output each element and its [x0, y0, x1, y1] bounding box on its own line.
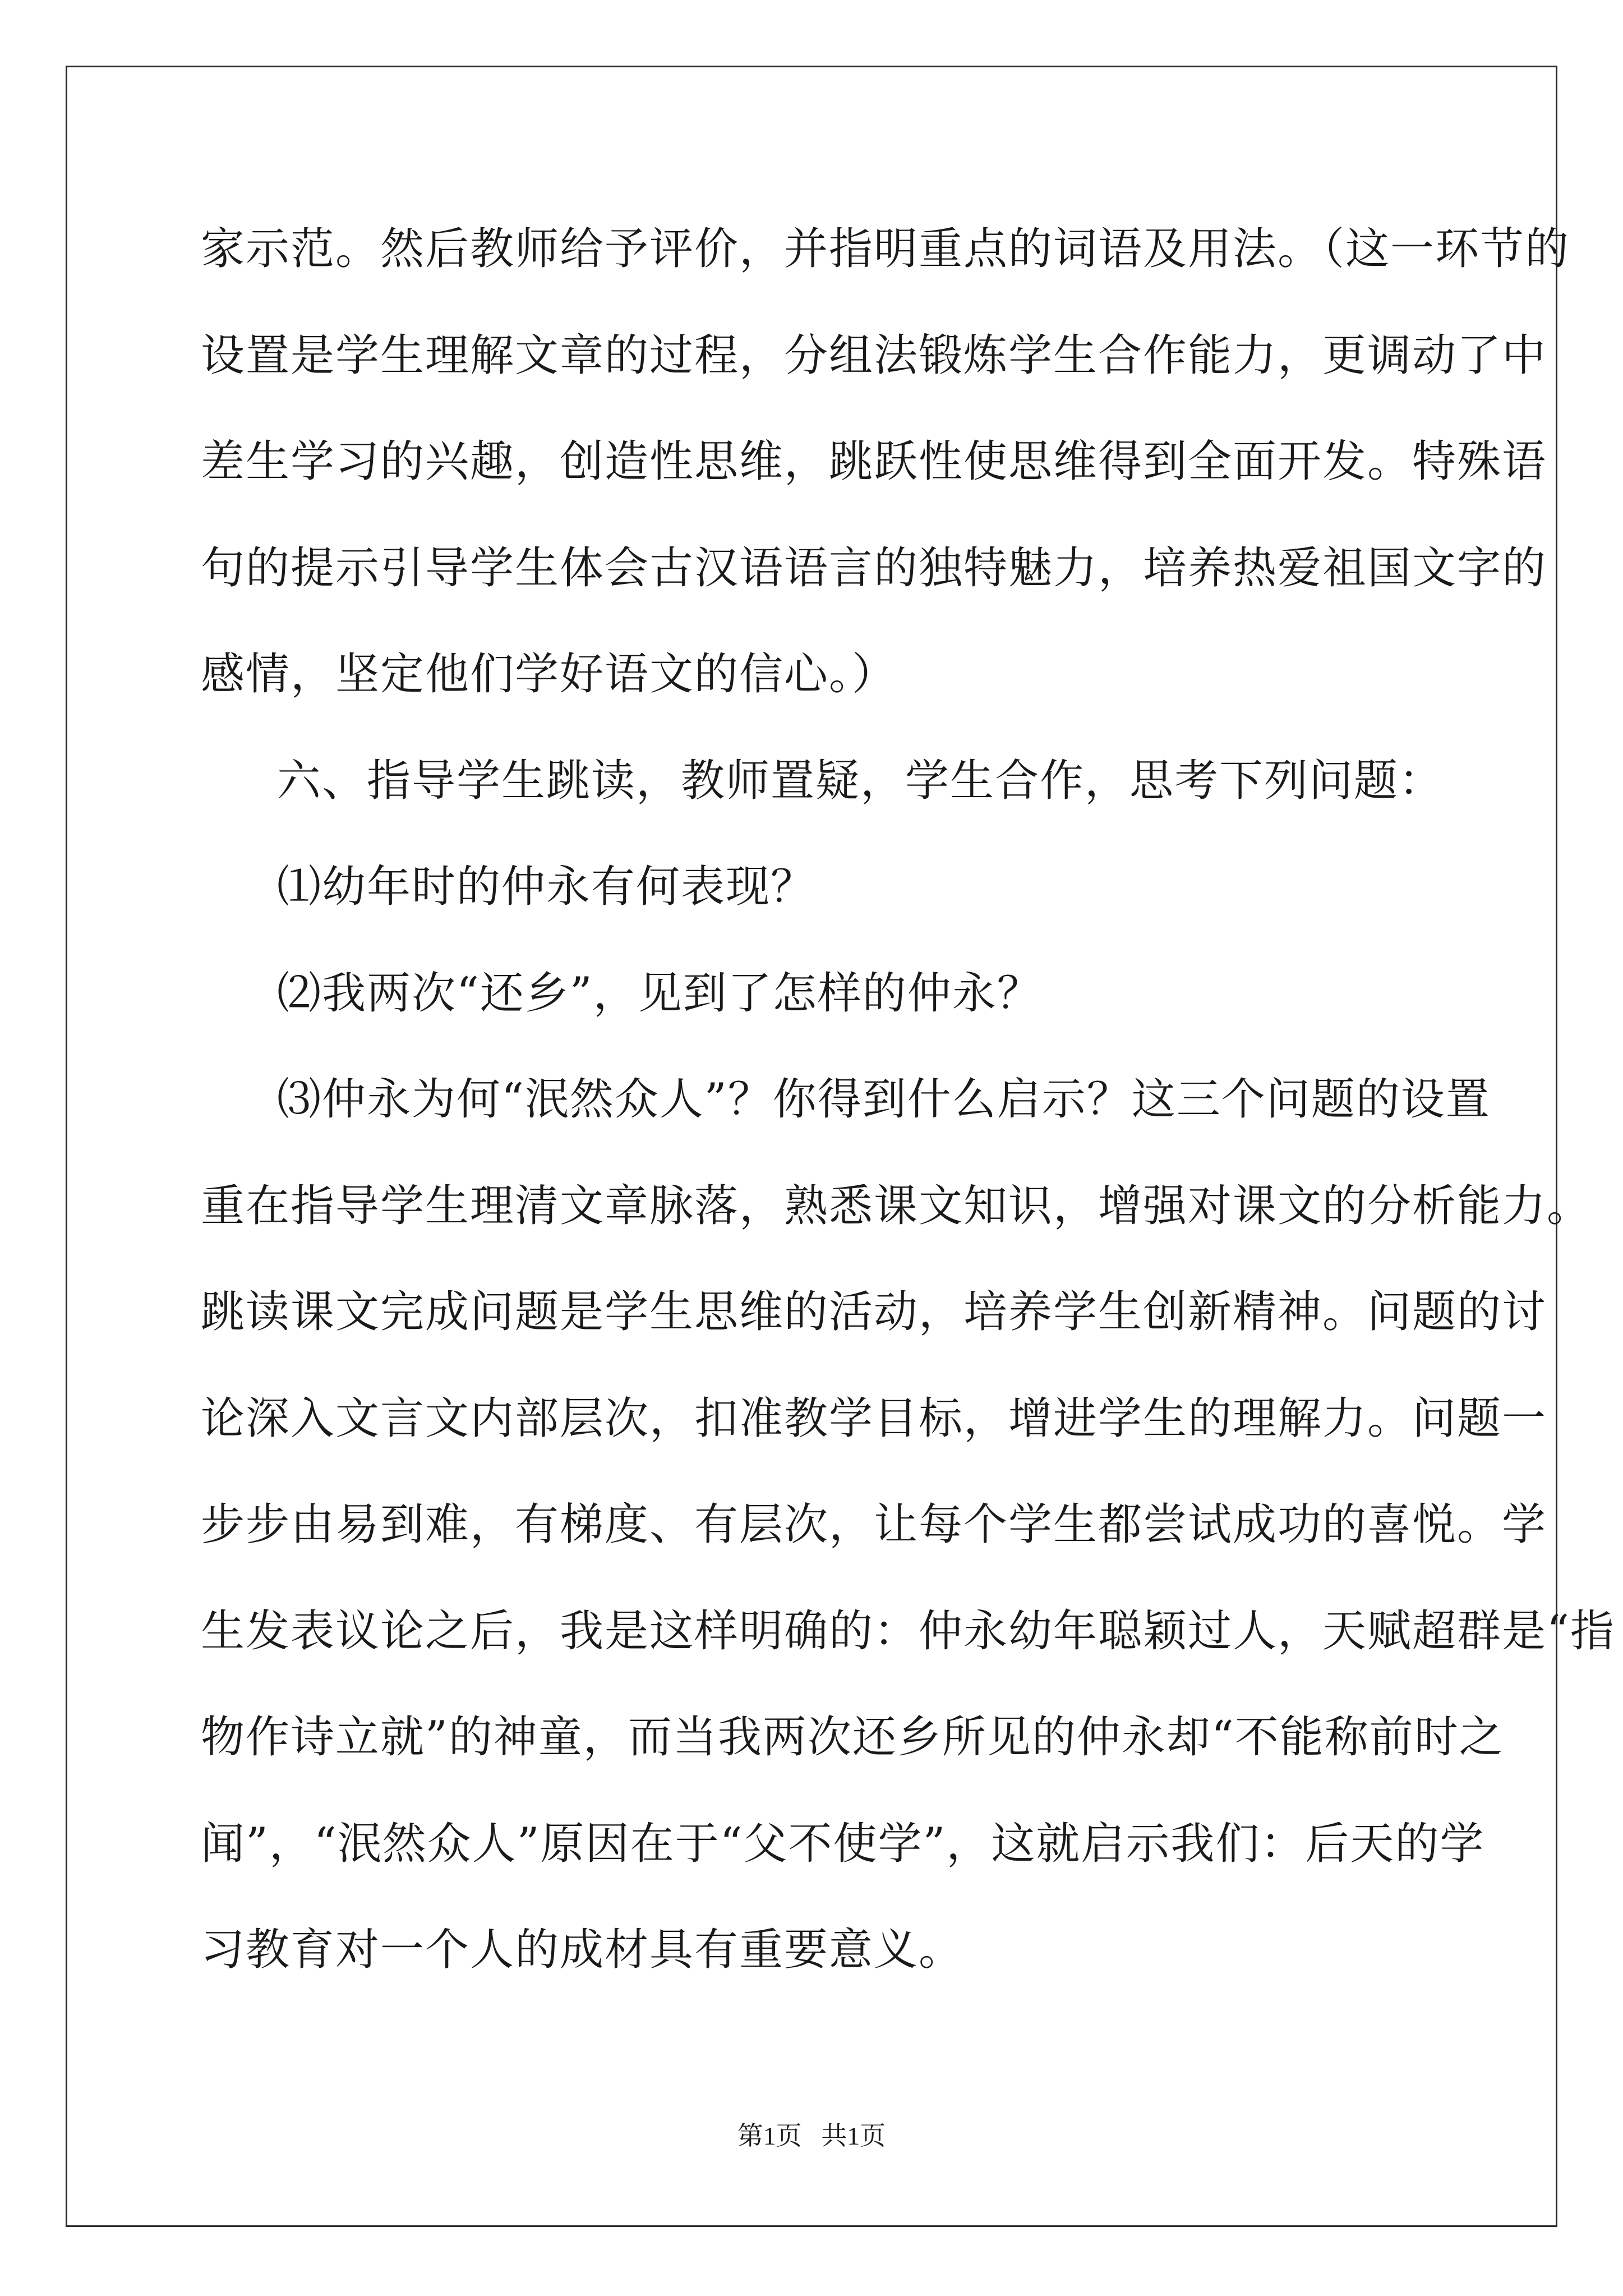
text-line: 重在指导学生理清文章脉落，熟悉课文知识，增强对课文的分析能力。	[201, 1181, 1592, 1231]
text-line: 差生学习的兴趣，创造性思维，跳跃性使思维得到全面开发。特殊语	[201, 436, 1547, 487]
text-line: 六、指导学生跳读，教师置疑，学生合作，思考下列问题：	[277, 756, 1444, 806]
text-line: 习教育对一个人的成材具有重要意义。	[201, 1925, 964, 1975]
text-line: 生发表议论之后，我是这样明确的：仲永幼年聪颖过人，天赋超群是“指	[201, 1606, 1615, 1657]
text-line: 步步由易到难，有梯度、有层次，让每个学生都尝试成功的喜悦。学	[201, 1499, 1547, 1550]
page-border	[66, 66, 1557, 2227]
text-line: 句的提示引导学生体会古汉语语言的独特魅力，培养热爱祖国文字的	[201, 543, 1547, 593]
text-line: ⑴幼年时的仲永有何表现？	[277, 862, 816, 912]
text-line: 跳读课文完成问题是学生思维的活动，培养学生创新精神。问题的讨	[201, 1287, 1547, 1337]
text-line: 感情，坚定他们学好语文的信心。）	[201, 649, 897, 700]
page-number: 第1页 共1页	[737, 2122, 886, 2150]
text-line: 家示范。然后教师给予评价，并指明重点的词语及用法。（这一环节的	[201, 224, 1570, 274]
text-line: ⑵我两次“还乡”，见到了怎样的仲永？	[277, 968, 1042, 1019]
text-line: ⑶仲永为何“泯然众人”？你得到什么启示？这三个问题的设置	[277, 1074, 1491, 1125]
text-line: 物作诗立就”的神童，而当我两次还乡所见的仲永却“不能称前时之	[201, 1712, 1504, 1763]
text-line: 论深入文言文内部层次，扣准教学目标，增进学生的理解力。问题一	[201, 1393, 1547, 1444]
text-line: 设置是学生理解文章的过程，分组法锻炼学生合作能力，更调动了中	[201, 330, 1547, 381]
text-line: 闻”，“泯然众人”原因在于“父不使学”，这就启示我们：后天的学	[201, 1819, 1485, 1869]
